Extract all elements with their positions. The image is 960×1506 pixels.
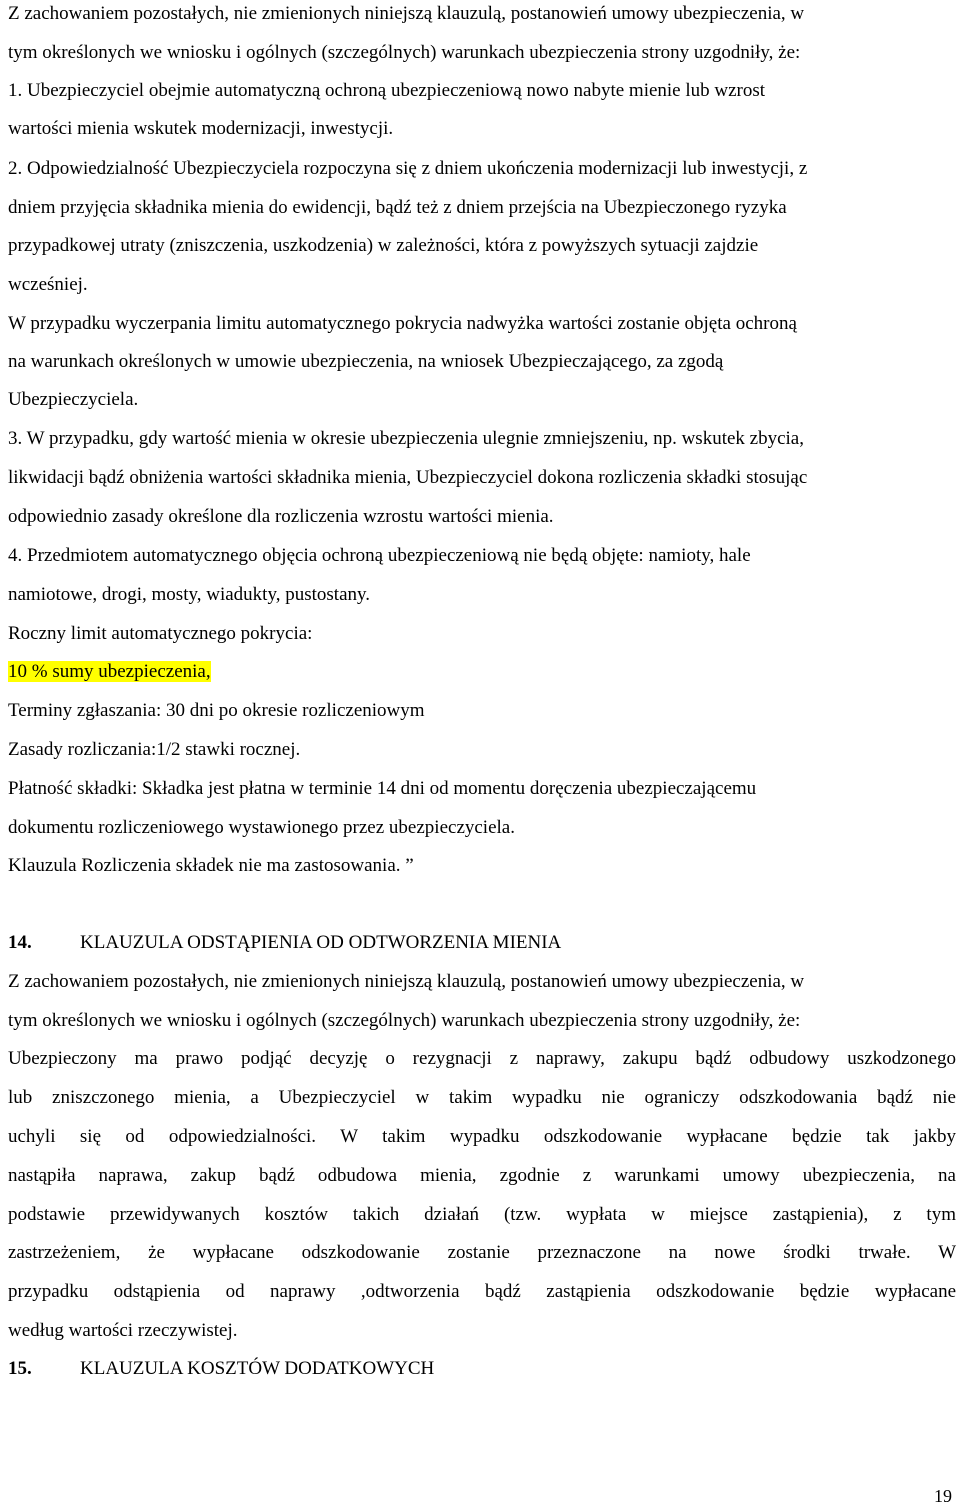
section-15-heading: [8, 1357, 434, 1381]
point-2-line-1: 2. Odpowiedzialność Ubezpieczyciela rozpoczyna się z dniem ukończenia modernizacji lub inwestycji, z: [8, 158, 808, 179]
section-14-body-line-6: zastrzeżeniem, że wypłacane odszkodowanie zostanie przeznaczone na nowe środki trwałe. W: [8, 1242, 956, 1263]
limit-exceeded-line-3: Ubezpieczyciela.: [8, 389, 139, 410]
payment-line-1: Płatność składki: Składka jest płatna w terminie 14 dni od momentu doręczenia ubezpieczającemu: [8, 778, 757, 799]
clause-intro-line-1: Z zachowaniem pozostałych, nie zmienionych niniejszą klauzulą, postanowień umowy ubezpieczenia, w: [8, 3, 805, 24]
section-14-body-line-3: uchyli się od odpowiedzialności. W takim wypadku odszkodowanie wypłacane będzie tak jakby: [8, 1126, 956, 1147]
point-3-line-2: likwidacji bądź obniżenia wartości składnika mienia, Ubezpieczyciel dokona rozliczenia składki stosując: [8, 467, 808, 488]
limit-exceeded-line-2: na warunkach określonych w umowie ubezpieczenia, na wniosek Ubezpieczającego, za zgodą: [8, 351, 724, 372]
point-1-line-1: 1. Ubezpieczyciel obejmie automatyczną ochroną ubezpieczeniową nowo nabyte mienie lub wzrost: [8, 80, 766, 101]
clause-intro-line-2: tym określonych we wniosku i ogólnych (szczególnych) warunkach ubezpieczenia strony uzgodniły, że:: [8, 42, 801, 63]
section-14-body-line-5: podstawie przewidywanych kosztów takich działań (tzw. wypłata w miejsce zastąpienia), z tym: [8, 1204, 956, 1225]
point-4-line-1: 4. Przedmiotem automatycznego objęcia ochroną ubezpieczeniową nie będą objęte: namioty, hale: [8, 545, 751, 566]
section-14-body-line-1: Ubezpieczony ma prawo podjąć decyzję o rezygnacji z naprawy, zakupu bądź odbudowy uszkodzonego: [8, 1048, 956, 1069]
limit-exceeded-line-1: W przypadku wyczerpania limitu automatycznego pokrycia nadwyżka wartości zostanie objęta ochroną: [8, 313, 797, 334]
settlement-rules: Zasady rozliczania:1/2 stawki rocznej.: [8, 739, 301, 760]
section-15-number: 15.: [8, 1358, 32, 1379]
point-3-line-1: 3. W przypadku, gdy wartość mienia w okresie ubezpieczenia ulegnie zmniejszeniu, np. wskutek zbycia,: [8, 428, 804, 449]
reporting-terms: Terminy zgłaszania: 30 dni po okresie rozliczeniowym: [8, 700, 425, 721]
point-3-line-3: odpowiednio zasady określone dla rozliczenia wzrostu wartości mienia.: [8, 506, 554, 527]
section-14-body-line-7: przypadku odstąpienia od naprawy ,odtworzenia bądź zastąpienia odszkodowanie będzie wypłacane: [8, 1281, 956, 1302]
closing-note: Klauzula Rozliczenia składek nie ma zastosowania. ”: [8, 855, 414, 876]
section-14-heading: [8, 931, 561, 955]
section-14-body-line-4: nastąpiła naprawa, zakup bądź odbudowa mienia, zgodnie z warunkami umowy ubezpieczenia, na: [8, 1165, 956, 1186]
section-14-intro-line-1: Z zachowaniem pozostałych, nie zmienionych niniejszą klauzulą, postanowień umowy ubezpieczenia, w: [8, 971, 805, 992]
annual-limit-label: Roczny limit automatycznego pokrycia:: [8, 623, 313, 644]
section-14-intro-line-2: tym określonych we wniosku i ogólnych (szczególnych) warunkach ubezpieczenia strony uzgodniły, że:: [8, 1010, 801, 1031]
page-number: 19: [934, 1486, 952, 1506]
point-2-line-3: przypadkowej utraty (zniszczenia, uszkodzenia) w zależności, która z powyższych sytuacji zajdzie: [8, 235, 759, 256]
section-15-title: KLAUZULA KOSZTÓW DODATKOWYCH: [80, 1358, 435, 1379]
point-2-line-2: dniem przyjęcia składnika mienia do ewidencji, bądź też z dniem przejścia na Ubezpieczonego ryzyka: [8, 197, 787, 218]
payment-line-2: dokumentu rozliczeniowego wystawionego przez ubezpieczyciela.: [8, 817, 515, 838]
section-14-body-last: według wartości rzeczywistej.: [8, 1320, 238, 1341]
point-4-line-2: namiotowe, drogi, mosty, wiadukty, pustostany.: [8, 584, 371, 605]
point-2-line-4: wcześniej.: [8, 274, 88, 295]
section-14-title: KLAUZULA ODSTĄPIENIA OD ODTWORZENIA MIENIA: [80, 932, 562, 953]
annual-limit-value: [8, 660, 211, 684]
section-14-number: 14.: [8, 932, 32, 953]
section-14-body-line-2: lub zniszczonego mienia, a Ubezpieczyciel w takim wypadku nie ograniczy odszkodowania bądź nie: [8, 1087, 956, 1108]
point-1-line-2: wartości mienia wskutek modernizacji, inwestycji.: [8, 118, 394, 139]
highlighted-limit: 10 % sumy ubezpieczenia,: [8, 661, 211, 682]
